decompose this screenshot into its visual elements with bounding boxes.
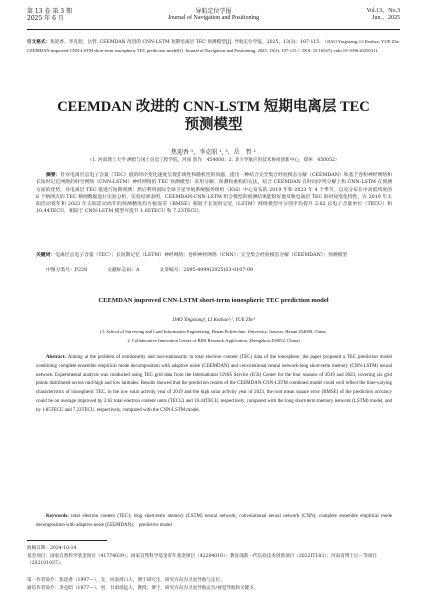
affiliation-en-2: 2. Collaborative Innovation Center of BDS Research Application, Zhengzhou 450052, China) <box>127 338 300 343</box>
citation-label: 引文格式： <box>27 40 51 45</box>
issue-date: 2025 年 6 月 <box>27 15 64 22</box>
classification-info <box>46 267 392 274</box>
keywords-label-zh: 关键词： <box>36 252 56 258</box>
issue-number: 第 13 卷 第 3 期 <box>27 8 72 15</box>
header-rule <box>27 29 400 30</box>
citation-format <box>27 38 400 55</box>
keywords-text-zh: 电离层总电子含量（TEC）；长短期记忆（LSTM）神经网络；卷积神经网络（CNN）；完全集合经验模态分解（CEEMDAN）；预测模型 <box>55 253 348 258</box>
affiliation-zh: （1. 河南理工大学 测绘与国土信息工程学院，河南 焦作 454000；2. 北斗导航应用技术协同创新中心，郑州 450052） <box>87 158 340 163</box>
abstract-label-en: Abstract: <box>46 355 66 360</box>
fund-project: 基金项目：国家自然科学基金项目（41774039）；国家自然科学基金青年基金项目（42204010）；教育部新一代信息技术创新项目（2022IT183）；河南省博士后一等项目（202101037）。 <box>27 554 378 567</box>
keywords-zh <box>36 252 392 259</box>
abstract-en <box>36 354 392 416</box>
corresponding-author-bio: 通信作者简介：李克昭（1977—），男，甘肃靖远人，教授，博士，研究方向为卫星导航定位/视觉导航和关键卫。 <box>27 586 259 591</box>
received-date: 收稿日期：2024-10-14 <box>27 546 77 551</box>
volume-number: Vol.13，No.3 <box>366 8 400 14</box>
abstract-label-zh: 摘要： <box>46 172 61 178</box>
citation-zh: 焦迎香，李克昭，岳哲. CEEMDAN 改进的 CNN-LSTM 短期电离层 TEC 预测模型[J]. 导航定位学报，2025，13(3)：107-115. <box>50 40 321 45</box>
abstract-text-en: Aiming at the problem of nonlinearity and non-stationarity in total electron content (TEC) data of the ionosphere, the paper proposed a TEC prediction model combining complete ensemble empirical mode decomposition with adaptive noise (CEEMDAN) and convolutional neural network-long short-term memory (CNN-LSTM) neural network. Experimental analysis was conducted using TEC grid data from the International GNSS Service (IGS) Center for the four seasons of 2019 and 2023, covering six grid points distributed across mid-high and low latitudes. Results showed that the prediction results of the CEEMDAN-CNN-LSTM combined model could well reflect the time-varying characteristics of ionospheric TEC, in the low solar activity year of 2019 and the high solar activity year of 2023, the root mean square error (RMSE) of the prediction accuracy could be on average improved by 2.62 total electron content units (TECU) and 10.44TECU, respectively, compared with the long short-term memory network (LSTM) model, and by 1.85TECU and 7.23TECU, respectively, compared with the CNN-LSTM model. <box>36 355 392 413</box>
first-author-bio: 第一作者简介：焦迎香（1997—），女，河南周口人，博士研究生，研究方向为卫星导航与定位。 <box>27 578 225 583</box>
article-title-zh: CEEMDAN 改进的 CNN-LSTM 短期电离层 TEC <box>57 99 370 115</box>
document-code: 文献标志码：A <box>107 268 140 273</box>
journal-name-zh: 导航定位学报 <box>195 8 232 15</box>
abstract-zh <box>36 172 392 216</box>
keywords-en <box>36 513 392 531</box>
authors-en: JIAO Yingxiang¹, LI Kezhao¹,², YUE Zhe¹ <box>172 318 255 323</box>
footnote-rule <box>27 540 107 541</box>
affiliation-en-1: (1. School of Surveying and Land Information Engineering, Henan Polytechnic University, Jiaozuo, Henan 454000, China; <box>100 329 327 334</box>
article-title-zh-line2: 预测模型 <box>184 117 243 133</box>
issue-info-right <box>366 8 400 22</box>
journal-name-en: Journal of Navigation and Positioning <box>167 15 260 21</box>
citation-en: （JIAO Yingxiang, LI Kezhao, YUE Zhe. CEEMDAN improved CNN-LSTM short-term ionospheric TEC prediction model[J]. Journal of Navigation and Positioning, 2025, 13(3): 107-115.）DOI: 10.16547/j.cnki.10-1096.20250311. <box>27 39 400 53</box>
issue-date-en: Jun.，2025 <box>372 15 400 21</box>
article-title-en: CEEMDAN improved CNN-LSTM short-term ionospheric TEC prediction model <box>98 297 329 304</box>
clc-number: 中图分类号：P228 <box>46 268 88 273</box>
abstract-text-zh: 针对电离层总电子含量（TEC）值的时序变化速度呈现非线性和随机性的问题，提出一种结合完全集合经验模态分解（CEEMDAN）和基于卷积神经网络和长短时记忆网络的时空网络（CNN-LSTM）神经网络的 TEC 预测模型：采用分解、预测和重构的方法，结合 CEEMDAN 在时间序列分解上和 CNN-LSTM 在预测方面的优势，对电离层 TEC 值进行短期预测；然后利用国际全球卫星导航系统服务组织（IGS）中心发布的 2019 年和 2023 年 4 个季节，以及分布在中高低纬度的 6 个格网点的 TEC 格网数据进行实验分析，实验结果表明，CEEMDAN-CNN-LSTM 组合模型的预测结果能很好地反映电离层 TEC 的时间变化特性，在 2019 年太阳活动低年和 2023 年太阳活动高年的预测精度均方根误差（RMSE）相较于长短时记忆（LSTM）网络模型可分别平均提升 2.62 总电子含量单位（TECU）和 10.44TECU，相较于 CNN-LSTM 模型可提升 1.85TECU 和 7.23TECU。 <box>36 173 392 215</box>
keywords-text-en: total electron content (TEC); long short-term memory (LSTM) neural network; convolutional neural network (CNN); complete ensemble empirical mode decomposition with adaptive noise (CEEMDAN); predictive model <box>36 514 392 528</box>
journal-name <box>0 8 427 22</box>
article-number: 文章编号：2095-4999(2025)03-0107-09 <box>159 268 254 273</box>
keywords-label-en: Keywords: <box>46 514 69 519</box>
authors-zh: 焦迎香 ¹，李克昭 ¹, ²，岳 哲 ¹ <box>170 149 257 156</box>
